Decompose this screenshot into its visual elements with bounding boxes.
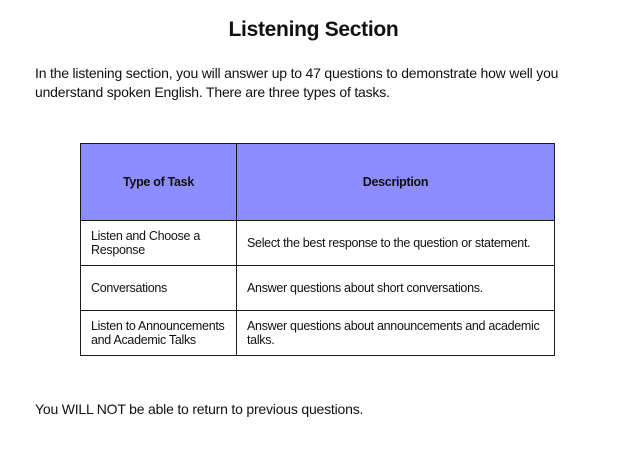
header-description: Description — [237, 144, 555, 221]
task-type-cell: Listen to Announcements and Academic Talks — [81, 311, 237, 356]
task-types-table — [80, 143, 555, 356]
page-title: Listening Section — [228, 18, 399, 41]
task-description-cell: Select the best response to the question or statement. — [237, 221, 555, 266]
table-row — [81, 266, 555, 311]
task-description-cell: Answer questions about short conversations. — [237, 266, 555, 311]
task-type-cell: Listen and Choose a Response — [81, 221, 237, 266]
task-type-cell: Conversations — [81, 266, 237, 311]
table-row — [81, 221, 555, 266]
header-type-of-task: Type of Task — [81, 144, 237, 221]
table-row — [81, 311, 555, 356]
footer-note: You WILL NOT be able to return to previous questions. — [35, 401, 364, 417]
table-header-row — [81, 144, 555, 221]
task-description-cell: Answer questions about announcements and academic talks. — [237, 311, 555, 356]
intro-text: In the listening section, you will answer up to 47 questions to demonstrate how well you understand spoken English. There are three types of tasks. — [35, 65, 559, 100]
